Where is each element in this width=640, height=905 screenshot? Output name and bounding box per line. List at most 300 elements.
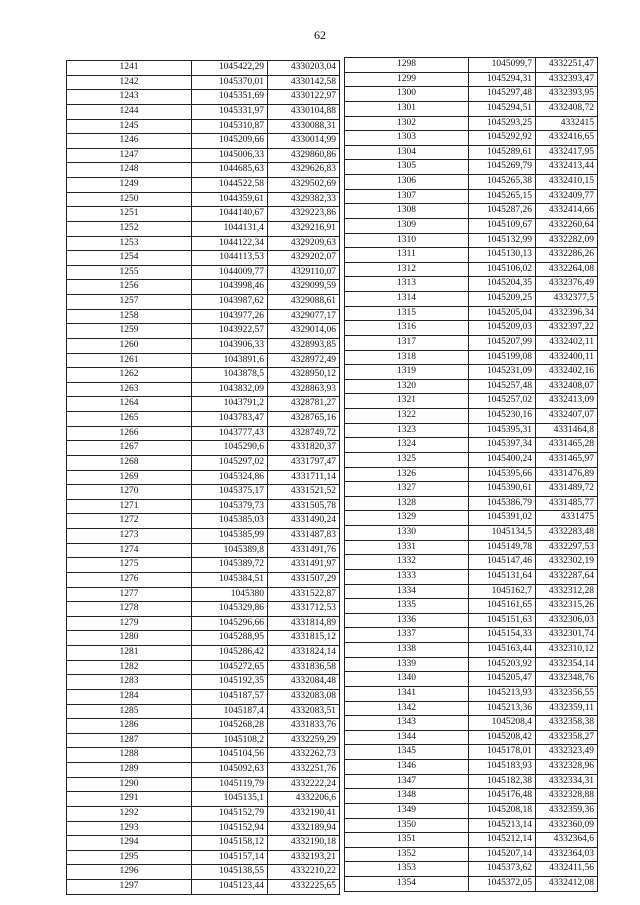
table-row	[345, 862, 598, 877]
table-row	[67, 646, 340, 661]
table-row	[345, 716, 598, 731]
y-coordinate-cell: 4328863,93	[268, 382, 340, 397]
point-number-cell: 1350	[345, 818, 469, 833]
y-coordinate-cell: 4332193,21	[268, 850, 340, 865]
table-row	[345, 58, 598, 73]
x-coordinate-cell: 1045205,04	[469, 306, 536, 321]
point-number-cell: 1345	[345, 745, 469, 760]
y-coordinate-cell: 4328950,12	[268, 368, 340, 383]
point-number-cell: 1273	[67, 529, 192, 544]
x-coordinate-cell: 1045106,02	[469, 262, 536, 277]
x-coordinate-cell: 1043922,57	[192, 324, 268, 339]
table-row	[345, 745, 598, 760]
point-number-cell: 1314	[345, 292, 469, 307]
y-coordinate-cell: 4331507,29	[268, 572, 340, 587]
x-coordinate-cell: 1045208,4	[469, 716, 536, 731]
y-coordinate-cell: 4329099,59	[268, 280, 340, 295]
point-number-cell: 1257	[67, 295, 192, 310]
y-coordinate-cell: 4332358,27	[536, 730, 598, 745]
x-coordinate-cell: 1045109,67	[469, 218, 536, 233]
y-coordinate-cell: 4332402,16	[536, 365, 598, 380]
y-coordinate-cell: 4331505,78	[268, 499, 340, 514]
point-number-cell: 1299	[345, 72, 469, 87]
y-coordinate-cell: 4328749,72	[268, 426, 340, 441]
point-number-cell: 1328	[345, 496, 469, 511]
y-coordinate-cell: 4330203,04	[268, 61, 340, 76]
x-coordinate-cell: 1045324,86	[192, 470, 268, 485]
table-row	[345, 628, 598, 643]
table-row	[67, 426, 340, 441]
x-coordinate-cell: 1045178,01	[469, 745, 536, 760]
point-number-cell: 1300	[345, 87, 469, 102]
y-coordinate-cell: 4332408,72	[536, 101, 598, 116]
y-coordinate-cell: 4332315,26	[536, 599, 598, 614]
x-coordinate-cell: 1043832,09	[192, 382, 268, 397]
point-number-cell: 1306	[345, 175, 469, 190]
x-coordinate-cell: 1044140,67	[192, 207, 268, 222]
x-coordinate-cell: 1045391,02	[469, 511, 536, 526]
y-coordinate-cell: 4331711,14	[268, 470, 340, 485]
x-coordinate-cell: 1045208,18	[469, 803, 536, 818]
table-row	[345, 540, 598, 555]
point-number-cell: 1308	[345, 204, 469, 219]
point-number-cell: 1246	[67, 134, 192, 149]
table-row	[67, 353, 340, 368]
table-row	[345, 438, 598, 453]
point-number-cell: 1321	[345, 394, 469, 409]
point-number-cell: 1340	[345, 672, 469, 687]
table-row	[67, 499, 340, 514]
table-row	[67, 455, 340, 470]
y-coordinate-cell: 4331465,97	[536, 452, 598, 467]
point-number-cell: 1326	[345, 467, 469, 482]
x-coordinate-cell: 1045329,86	[192, 602, 268, 617]
table-row	[67, 748, 340, 763]
point-number-cell: 1342	[345, 701, 469, 716]
y-coordinate-cell: 4332283,48	[536, 526, 598, 541]
x-coordinate-cell: 1044122,34	[192, 236, 268, 251]
point-number-cell: 1275	[67, 558, 192, 573]
y-coordinate-cell: 4332413,44	[536, 160, 598, 175]
table-row	[345, 101, 598, 116]
x-coordinate-cell: 1043891,6	[192, 353, 268, 368]
point-number-cell: 1253	[67, 236, 192, 251]
point-number-cell: 1353	[345, 862, 469, 877]
point-number-cell: 1304	[345, 145, 469, 160]
table-row	[345, 394, 598, 409]
point-number-cell: 1248	[67, 163, 192, 178]
y-coordinate-cell: 4332402,11	[536, 335, 598, 350]
table-row	[345, 350, 598, 365]
point-number-cell: 1250	[67, 192, 192, 207]
table-row	[67, 543, 340, 558]
table-row	[345, 72, 598, 87]
point-number-cell: 1293	[67, 821, 192, 836]
point-number-cell: 1351	[345, 833, 469, 848]
x-coordinate-cell: 1045157,14	[192, 850, 268, 865]
y-coordinate-cell: 4331489,72	[536, 482, 598, 497]
table-row	[67, 368, 340, 383]
y-coordinate-cell: 4328972,49	[268, 353, 340, 368]
y-coordinate-cell: 4332358,38	[536, 716, 598, 731]
table-row	[67, 412, 340, 427]
x-coordinate-cell: 1045385,99	[192, 529, 268, 544]
point-number-cell: 1271	[67, 499, 192, 514]
table-row	[67, 689, 340, 704]
x-coordinate-cell: 1045287,26	[469, 204, 536, 219]
point-number-cell: 1286	[67, 719, 192, 734]
point-number-cell: 1312	[345, 262, 469, 277]
y-coordinate-cell: 4332415	[536, 116, 598, 131]
x-coordinate-cell: 1045204,35	[469, 277, 536, 292]
y-coordinate-cell: 4329216,91	[268, 221, 340, 236]
table-row	[67, 763, 340, 778]
point-number-cell: 1332	[345, 555, 469, 570]
y-coordinate-cell: 4332364,03	[536, 847, 598, 862]
table-row	[67, 719, 340, 734]
point-number-cell: 1243	[67, 90, 192, 105]
table-row	[345, 511, 598, 526]
y-coordinate-cell: 4332206,6	[268, 792, 340, 807]
point-number-cell: 1305	[345, 160, 469, 175]
y-coordinate-cell: 4332282,09	[536, 233, 598, 248]
y-coordinate-cell: 4332377,5	[536, 292, 598, 307]
table-row	[345, 833, 598, 848]
point-number-cell: 1284	[67, 689, 192, 704]
table-row	[345, 657, 598, 672]
table-row	[67, 309, 340, 324]
point-number-cell: 1334	[345, 584, 469, 599]
x-coordinate-cell: 1045132,99	[469, 233, 536, 248]
table-row	[67, 733, 340, 748]
y-coordinate-cell: 4332407,07	[536, 409, 598, 424]
x-coordinate-cell: 1045149,78	[469, 540, 536, 555]
x-coordinate-cell: 1043777,43	[192, 426, 268, 441]
y-coordinate-cell: 4332410,15	[536, 175, 598, 190]
point-number-cell: 1270	[67, 485, 192, 500]
y-coordinate-cell: 4329626,83	[268, 163, 340, 178]
table-row	[67, 382, 340, 397]
y-coordinate-cell: 4332328,96	[536, 760, 598, 775]
point-number-cell: 1247	[67, 148, 192, 163]
table-row	[345, 599, 598, 614]
y-coordinate-cell: 4331820,37	[268, 441, 340, 456]
point-number-cell: 1337	[345, 628, 469, 643]
y-coordinate-cell: 4331522,87	[268, 587, 340, 602]
table-row	[67, 704, 340, 719]
y-coordinate-cell: 4332393,95	[536, 87, 598, 102]
table-row	[67, 236, 340, 251]
x-coordinate-cell: 1045373,62	[469, 862, 536, 877]
y-coordinate-cell: 4332408,07	[536, 379, 598, 394]
point-number-cell: 1244	[67, 104, 192, 119]
point-number-cell: 1264	[67, 397, 192, 412]
table-row	[345, 306, 598, 321]
point-number-cell: 1269	[67, 470, 192, 485]
table-row	[345, 496, 598, 511]
x-coordinate-cell: 1045162,7	[469, 584, 536, 599]
x-coordinate-cell: 1045379,73	[192, 499, 268, 514]
x-coordinate-cell: 1045286,42	[192, 646, 268, 661]
x-coordinate-cell: 1045269,79	[469, 160, 536, 175]
y-coordinate-cell: 4332251,76	[268, 763, 340, 778]
y-coordinate-cell: 4332190,18	[268, 836, 340, 851]
y-coordinate-cell: 4332393,47	[536, 72, 598, 87]
y-coordinate-cell: 4332356,55	[536, 686, 598, 701]
table-row	[67, 148, 340, 163]
y-coordinate-cell: 4331475	[536, 511, 598, 526]
y-coordinate-cell: 4332323,49	[536, 745, 598, 760]
point-number-cell: 1346	[345, 760, 469, 775]
table-row	[67, 558, 340, 573]
x-coordinate-cell: 1045384,51	[192, 572, 268, 587]
table-row	[67, 616, 340, 631]
y-coordinate-cell: 4332259,29	[268, 733, 340, 748]
x-coordinate-cell: 1045297,48	[469, 87, 536, 102]
y-coordinate-cell: 4329382,33	[268, 192, 340, 207]
y-coordinate-cell: 4332264,08	[536, 262, 598, 277]
x-coordinate-cell: 1045213,93	[469, 686, 536, 701]
table-row	[67, 265, 340, 280]
table-row	[345, 335, 598, 350]
point-number-cell: 1285	[67, 704, 192, 719]
table-row	[67, 631, 340, 646]
point-number-cell: 1335	[345, 599, 469, 614]
table-row	[67, 602, 340, 617]
x-coordinate-cell: 1045135,1	[192, 792, 268, 807]
y-coordinate-cell: 4332286,26	[536, 248, 598, 263]
table-row	[345, 760, 598, 775]
table-row	[67, 485, 340, 500]
y-coordinate-cell: 4331824,14	[268, 646, 340, 661]
y-coordinate-cell: 4332334,31	[536, 774, 598, 789]
x-coordinate-cell: 1045297,02	[192, 455, 268, 470]
point-number-cell: 1311	[345, 248, 469, 263]
point-number-cell: 1241	[67, 61, 192, 76]
y-coordinate-cell: 4332400,11	[536, 350, 598, 365]
point-number-cell: 1260	[67, 338, 192, 353]
y-coordinate-cell: 4332262,73	[268, 748, 340, 763]
point-number-cell: 1301	[345, 101, 469, 116]
point-number-cell: 1292	[67, 806, 192, 821]
x-coordinate-cell: 1045134,5	[469, 526, 536, 541]
point-number-cell: 1287	[67, 733, 192, 748]
y-coordinate-cell: 4330122,97	[268, 90, 340, 105]
y-coordinate-cell: 4331521,52	[268, 485, 340, 500]
point-number-cell: 1349	[345, 803, 469, 818]
point-number-cell: 1296	[67, 865, 192, 880]
y-coordinate-cell: 4332348,76	[536, 672, 598, 687]
point-number-cell: 1354	[345, 877, 469, 892]
x-coordinate-cell: 1045207,14	[469, 847, 536, 862]
x-coordinate-cell: 1044113,53	[192, 251, 268, 266]
table-row	[345, 204, 598, 219]
point-number-cell: 1266	[67, 426, 192, 441]
y-coordinate-cell: 4332411,56	[536, 862, 598, 877]
x-coordinate-cell: 1045207,99	[469, 335, 536, 350]
table-row	[345, 365, 598, 380]
table-row	[67, 529, 340, 544]
x-coordinate-cell: 1045192,35	[192, 675, 268, 690]
x-coordinate-cell: 1045147,46	[469, 555, 536, 570]
y-coordinate-cell: 4332222,24	[268, 777, 340, 792]
x-coordinate-cell: 1045265,38	[469, 175, 536, 190]
x-coordinate-cell: 1045209,66	[192, 134, 268, 149]
x-coordinate-cell: 1045212,14	[469, 833, 536, 848]
y-coordinate-cell: 4332310,12	[536, 643, 598, 658]
y-coordinate-cell: 4332301,74	[536, 628, 598, 643]
table-row	[345, 803, 598, 818]
point-number-cell: 1272	[67, 514, 192, 529]
y-coordinate-cell: 4332084,48	[268, 675, 340, 690]
y-coordinate-cell: 4331490,24	[268, 514, 340, 529]
x-coordinate-cell: 1045331,97	[192, 104, 268, 119]
page-number: 62	[314, 28, 326, 42]
y-coordinate-cell: 4332312,28	[536, 584, 598, 599]
y-coordinate-cell: 4329202,07	[268, 251, 340, 266]
y-coordinate-cell: 4330104,88	[268, 104, 340, 119]
x-coordinate-cell: 1045183,93	[469, 760, 536, 775]
point-number-cell: 1262	[67, 368, 192, 383]
x-coordinate-cell: 1045187,57	[192, 689, 268, 704]
y-coordinate-cell: 4331491,97	[268, 558, 340, 573]
table-row	[345, 818, 598, 833]
x-coordinate-cell: 1045375,17	[192, 485, 268, 500]
x-coordinate-cell: 1044685,63	[192, 163, 268, 178]
table-row	[67, 295, 340, 310]
table-row	[67, 221, 340, 236]
y-coordinate-cell: 4332328,88	[536, 789, 598, 804]
x-coordinate-cell: 1045257,02	[469, 394, 536, 409]
y-coordinate-cell: 4332413,09	[536, 394, 598, 409]
table-row	[67, 338, 340, 353]
table-row	[67, 61, 340, 76]
y-coordinate-cell: 4328993,85	[268, 338, 340, 353]
table-row	[67, 821, 340, 836]
table-row	[67, 75, 340, 90]
point-number-cell: 1310	[345, 233, 469, 248]
table-row	[345, 730, 598, 745]
y-coordinate-cell: 4329110,07	[268, 265, 340, 280]
point-number-cell: 1316	[345, 321, 469, 336]
y-coordinate-cell: 4329860,86	[268, 148, 340, 163]
x-coordinate-cell: 1045154,33	[469, 628, 536, 643]
x-coordinate-cell: 1045290,6	[192, 441, 268, 456]
x-coordinate-cell: 1045380	[192, 587, 268, 602]
point-number-cell: 1322	[345, 409, 469, 424]
table-row	[67, 880, 340, 895]
x-coordinate-cell: 1045230,16	[469, 409, 536, 424]
x-coordinate-cell: 1045351,69	[192, 90, 268, 105]
x-coordinate-cell: 1045293,25	[469, 116, 536, 131]
y-coordinate-cell: 4331836,58	[268, 660, 340, 675]
table-row	[345, 686, 598, 701]
y-coordinate-cell: 4331491,76	[268, 543, 340, 558]
x-coordinate-cell: 1043791,2	[192, 397, 268, 412]
y-coordinate-cell: 4332376,49	[536, 277, 598, 292]
x-coordinate-cell: 1045292,92	[469, 131, 536, 146]
x-coordinate-cell: 1045268,28	[192, 719, 268, 734]
x-coordinate-cell: 1045187,4	[192, 704, 268, 719]
table-row	[67, 836, 340, 851]
x-coordinate-cell: 1045092,63	[192, 763, 268, 778]
table-row	[67, 470, 340, 485]
table-row	[345, 774, 598, 789]
table-row	[345, 116, 598, 131]
y-coordinate-cell: 4328781,27	[268, 397, 340, 412]
x-coordinate-cell: 1043998,46	[192, 280, 268, 295]
point-number-cell: 1290	[67, 777, 192, 792]
point-number-cell: 1265	[67, 412, 192, 427]
y-coordinate-cell: 4332306,03	[536, 613, 598, 628]
point-number-cell: 1303	[345, 131, 469, 146]
y-coordinate-cell: 4331465,28	[536, 438, 598, 453]
point-number-cell: 1282	[67, 660, 192, 675]
y-coordinate-cell: 4329014,06	[268, 324, 340, 339]
x-coordinate-cell: 1045108,2	[192, 733, 268, 748]
table-row	[67, 806, 340, 821]
point-number-cell: 1319	[345, 365, 469, 380]
y-coordinate-cell: 4332083,51	[268, 704, 340, 719]
point-number-cell: 1313	[345, 277, 469, 292]
point-number-cell: 1336	[345, 613, 469, 628]
table-row	[345, 175, 598, 190]
x-coordinate-cell: 1045395,66	[469, 467, 536, 482]
point-number-cell: 1339	[345, 657, 469, 672]
point-number-cell: 1341	[345, 686, 469, 701]
table-row	[345, 409, 598, 424]
x-coordinate-cell: 1045294,31	[469, 72, 536, 87]
table-row	[67, 792, 340, 807]
table-row	[345, 643, 598, 658]
y-coordinate-cell: 4331487,83	[268, 529, 340, 544]
x-coordinate-cell: 1045372,05	[469, 877, 536, 892]
coordinates-table-right	[344, 57, 598, 892]
x-coordinate-cell: 1045123,44	[192, 880, 268, 895]
x-coordinate-cell: 1044009,77	[192, 265, 268, 280]
table-row	[67, 675, 340, 690]
table-row	[67, 207, 340, 222]
table-row	[345, 672, 598, 687]
table-row	[345, 233, 598, 248]
point-number-cell: 1329	[345, 511, 469, 526]
table-row	[345, 584, 598, 599]
y-coordinate-cell: 4332190,41	[268, 806, 340, 821]
x-coordinate-cell: 1045152,94	[192, 821, 268, 836]
y-coordinate-cell: 4329077,17	[268, 309, 340, 324]
y-coordinate-cell: 4332416,65	[536, 131, 598, 146]
point-number-cell: 1302	[345, 116, 469, 131]
table-row	[345, 569, 598, 584]
point-number-cell: 1352	[345, 847, 469, 862]
point-number-cell: 1279	[67, 616, 192, 631]
point-number-cell: 1315	[345, 306, 469, 321]
y-coordinate-cell: 4331476,89	[536, 467, 598, 482]
table-row	[345, 277, 598, 292]
x-coordinate-cell: 1045385,03	[192, 514, 268, 529]
table-row	[345, 379, 598, 394]
point-number-cell: 1252	[67, 221, 192, 236]
x-coordinate-cell: 1045265,15	[469, 189, 536, 204]
table-row	[345, 467, 598, 482]
point-number-cell: 1344	[345, 730, 469, 745]
x-coordinate-cell: 1045397,34	[469, 438, 536, 453]
point-number-cell: 1254	[67, 251, 192, 266]
x-coordinate-cell: 1045138,55	[192, 865, 268, 880]
y-coordinate-cell: 4332397,22	[536, 321, 598, 336]
x-coordinate-cell: 1045208,42	[469, 730, 536, 745]
table-row	[67, 587, 340, 602]
